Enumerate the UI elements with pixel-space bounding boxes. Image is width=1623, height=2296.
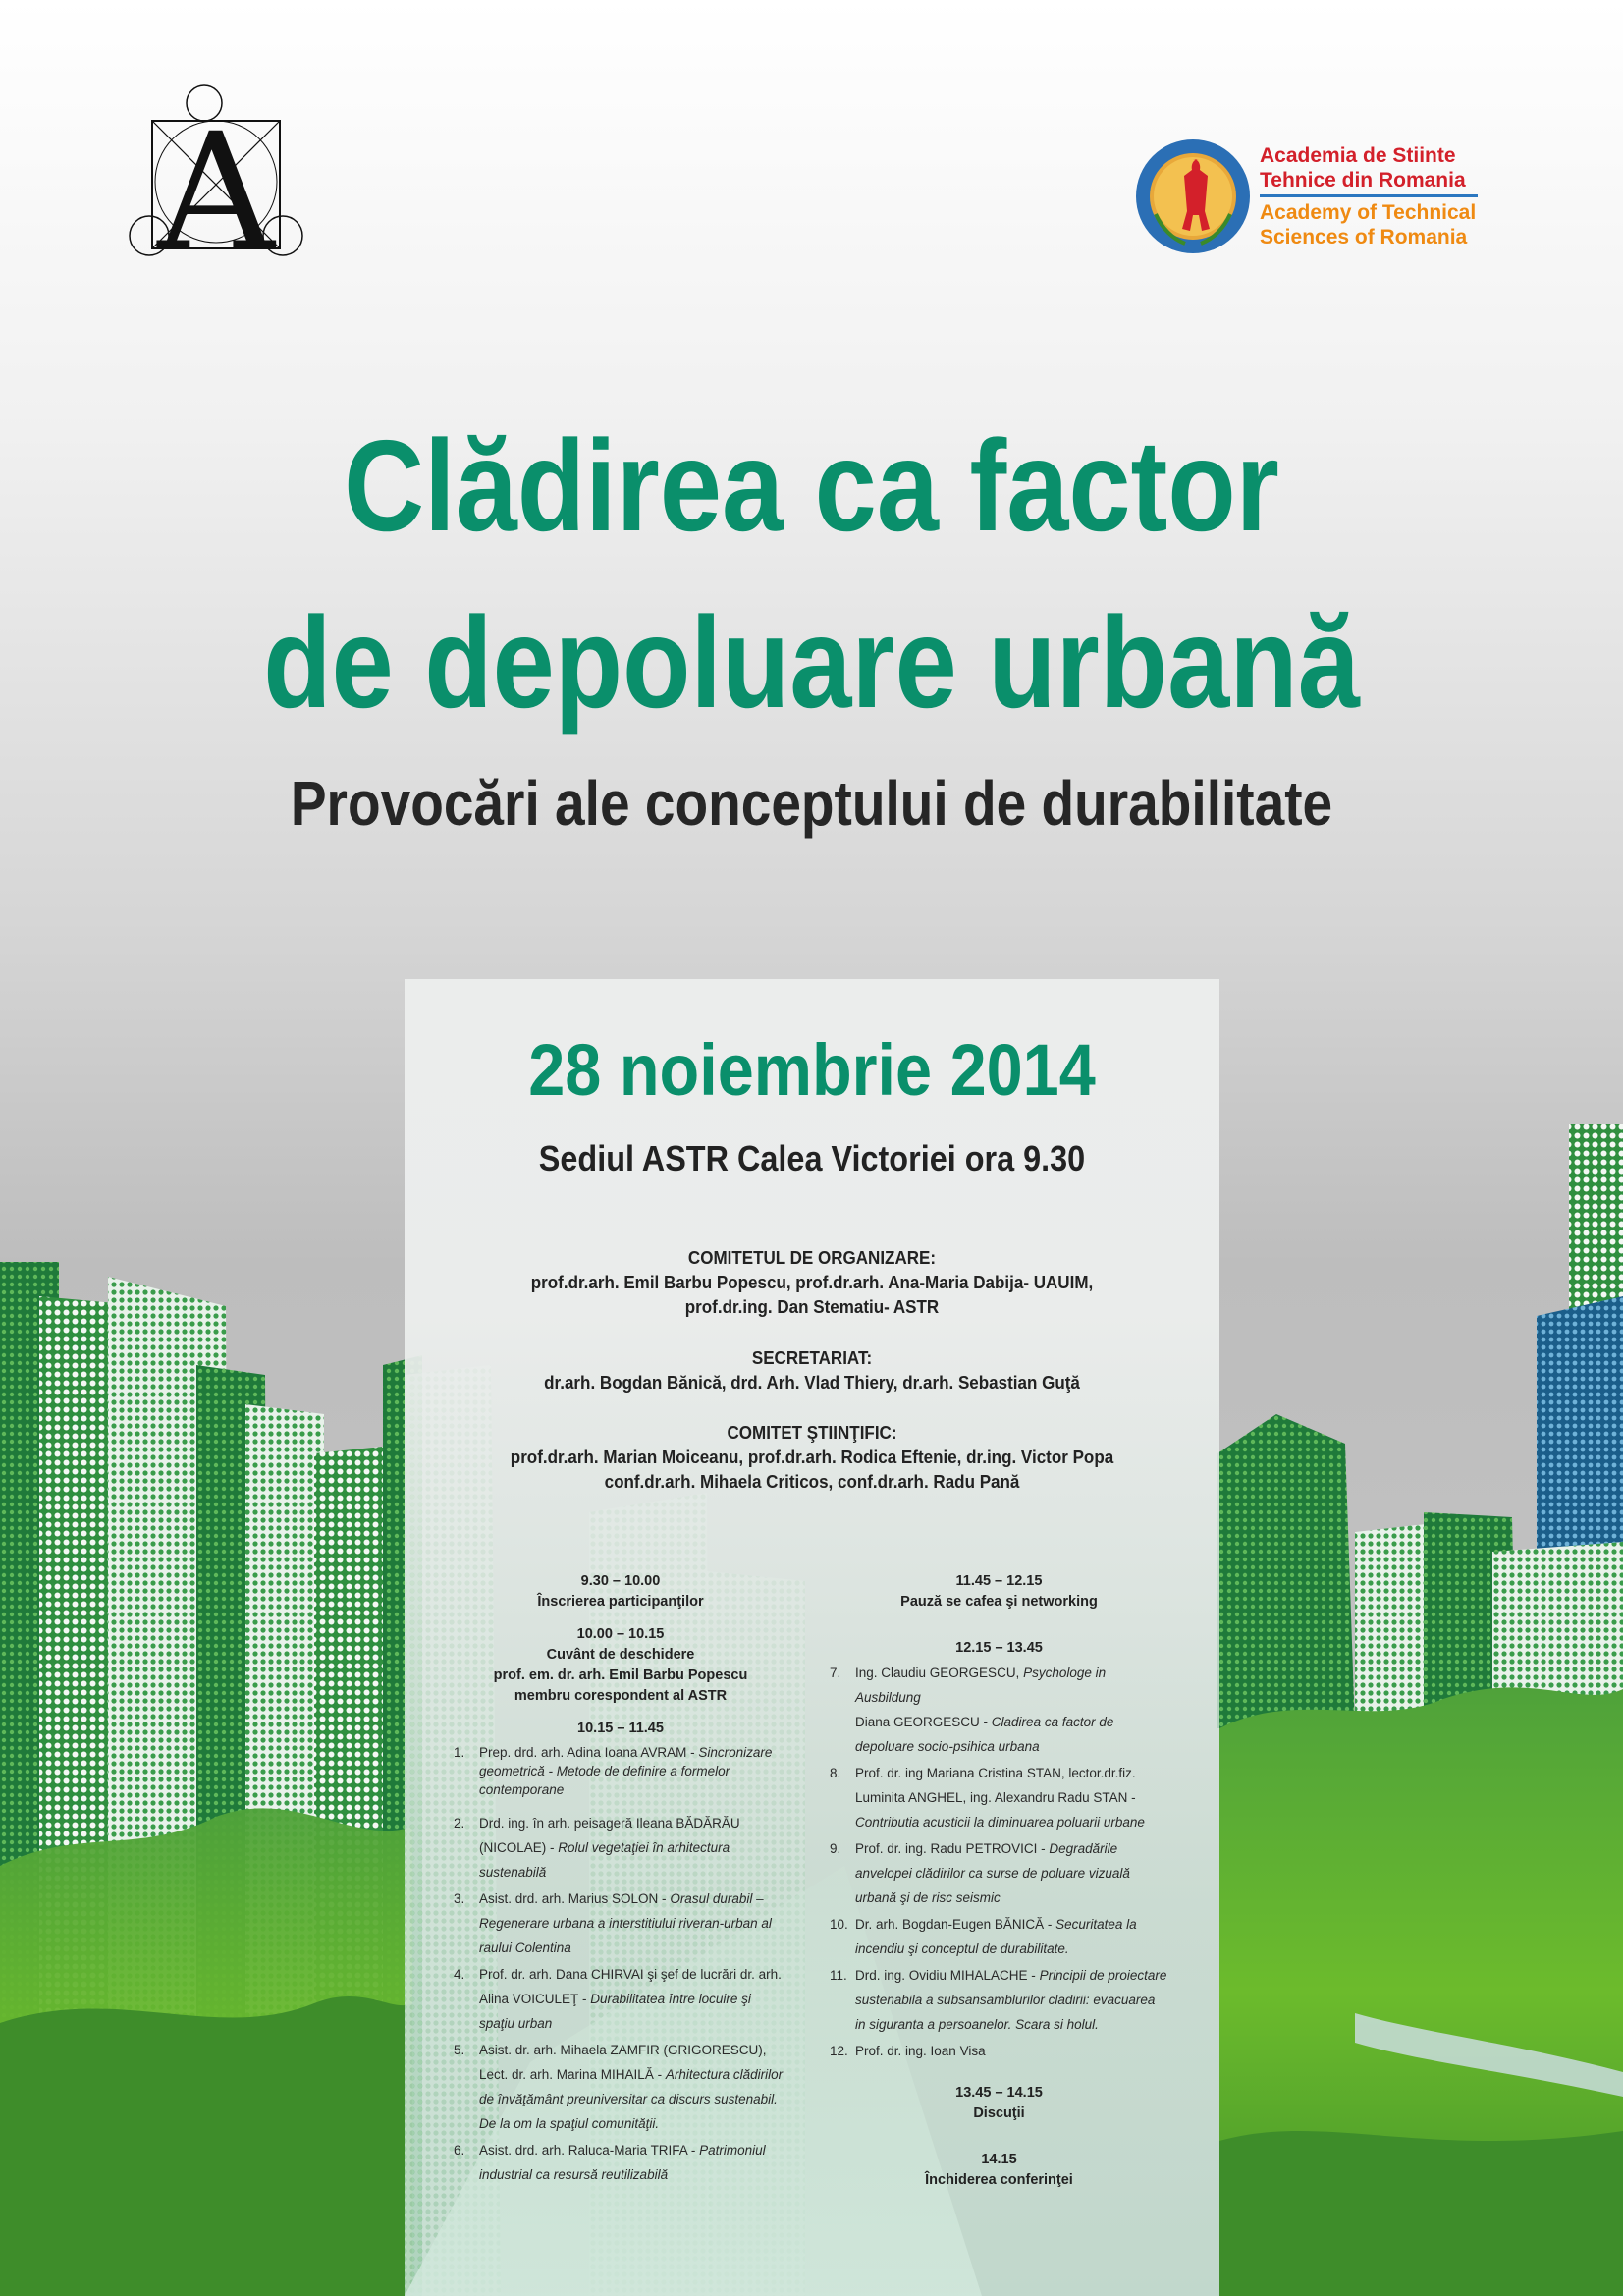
main-title-line-1: Clădirea ca factor <box>344 413 1279 558</box>
secretariat <box>437 1345 1187 1394</box>
talk-author: Asist. drd. arh. Raluca-Maria TRIFA - <box>479 2143 700 2158</box>
talk-author: Prof. dr. arh. Dana CHIRVAI şi şef de lucrări dr. arh. Alina VOICULEŢ - <box>479 1967 782 2006</box>
talk-list-left <box>454 1743 787 2187</box>
list-item <box>454 2038 787 2136</box>
talk-author: Drd. ing. în arh. peisageră Ileana BĂDĂRĂU (NICOLAE) - <box>479 1816 740 1855</box>
slot-session-1 <box>454 1719 787 1739</box>
talk-list-right <box>830 1661 1168 2063</box>
astr-name-ro-line1: Academia de Stiinte <box>1260 144 1456 167</box>
talk-author: Diana GEORGESCU - <box>855 1715 992 1729</box>
talk-number: 1. <box>454 1745 465 1760</box>
slot-time: 10.00 – 10.15 <box>576 1626 665 1642</box>
list-item <box>454 1811 787 1885</box>
program-column-left <box>454 1571 787 2189</box>
slot-coffee-break <box>830 1571 1168 1613</box>
talk-title: Degradările anvelopei clădirilor ca surse de poluare vizuală urbană şi de risc seismic <box>855 1841 1130 1905</box>
talk-title: Cladirea ca factor de depoluare socio-psihica urbana <box>855 1715 1114 1754</box>
talk-title: Securitatea la incendiu şi conceptul de durabilitate. <box>855 1917 1137 1956</box>
talk-author: Prof. dr. ing. Radu PETROVICI - <box>855 1841 1050 1856</box>
list-item <box>454 1743 787 1799</box>
slot-time: 14.15 <box>981 2152 1017 2167</box>
uauim-logo <box>128 83 304 260</box>
list-item <box>830 1836 1168 1910</box>
slot-closing <box>830 2150 1168 2191</box>
list-item <box>830 1912 1168 1961</box>
talk-title: Sincronizare geometrică - Metode de definire a formelor contemporane <box>479 1745 773 1797</box>
scientific-committee-line-2: conf.dr.arh. Mihaela Criticos, conf.dr.arh. Radu Pană <box>604 1471 1020 1492</box>
slot-time: 13.45 – 14.15 <box>955 2085 1043 2101</box>
talk-author: Prof. dr. ing. Ioan Visa <box>855 2044 986 2058</box>
talk-number: 2. <box>454 1816 465 1831</box>
scientific-committee <box>437 1420 1187 1494</box>
list-item <box>454 1962 787 2036</box>
talk-number: 8. <box>830 1766 841 1780</box>
slot-label: Discuţii <box>973 2105 1025 2121</box>
organizing-committee <box>437 1245 1187 1319</box>
talk-author: Asist. drd. arh. Marius SOLON - <box>479 1891 671 1906</box>
talk-author: Prof. dr. ing Mariana Cristina STAN, lector.dr.fiz. Luminita ANGHEL, ing. Alexandru Radu STAN - <box>855 1766 1136 1805</box>
list-item <box>454 1886 787 1960</box>
list-item <box>830 1963 1168 2037</box>
talk-author: Asist. dr. arh. Mihaela ZAMFIR (GRIGORESCU), Lect. dr. arh. Marina MIHAILĂ - <box>479 2043 767 2082</box>
organizing-committee-line-2: prof.dr.ing. Dan Stematiu- ASTR <box>684 1296 940 1317</box>
subtitle: Provocări ale conceptului de durabilitate <box>290 768 1333 839</box>
talk-title: Psychologe in Ausbildung <box>855 1666 1107 1705</box>
talk-author: Drd. ing. Ovidiu MIHALACHE - <box>855 1968 1040 1983</box>
scientific-committee-line-1: prof.dr.arh. Marian Moiceanu, prof.dr.arh. Rodica Eftenie, dr.ing. Victor Popa <box>510 1447 1114 1467</box>
slot-label: Pauză se cafea şi networking <box>900 1594 1098 1610</box>
event-venue: Sediul ASTR Calea Victoriei ora 9.30 <box>538 1138 1086 1178</box>
talk-title: Contributia acusticii la diminuarea poluarii urbane <box>855 1815 1145 1830</box>
talk-title: Rolul vegetaţiei în arhitectura sustenabilă <box>479 1840 730 1880</box>
talk-title: Orasul durabil – Regenerare urbana a interstitiului riveran-urban al raului Colentina <box>479 1891 772 1955</box>
slot-speaker-role: membru corespondent al ASTR <box>514 1688 728 1704</box>
talk-number: 12. <box>830 2044 848 2058</box>
list-item <box>454 2138 787 2187</box>
slot-time: 11.45 – 12.15 <box>955 1573 1043 1589</box>
event-date: 28 noiembrie 2014 <box>528 1029 1096 1111</box>
talk-number: 9. <box>830 1841 841 1856</box>
slot-time: 12.15 – 13.45 <box>955 1640 1043 1656</box>
astr-name-en-line1: Academy of Technical <box>1260 201 1477 224</box>
organizing-committee-heading: COMITETUL DE ORGANIZARE: <box>687 1247 937 1268</box>
main-title-line-2: de depoluare urbană <box>263 590 1360 735</box>
talk-title: Patrimoniul industrial ca resursă reutilizabilă <box>479 2143 766 2182</box>
slot-session-2 <box>830 1638 1168 1659</box>
slot-opening <box>454 1624 787 1707</box>
talk-number: 6. <box>454 2143 465 2158</box>
talk-title: Arhitectura clădirilor de învăţământ preuniversitar ca discurs sustenabil. De la om la spaţiul comunităţii. <box>479 2067 784 2131</box>
slot-speaker: prof. em. dr. arh. Emil Barbu Popescu <box>493 1667 748 1683</box>
slot-time: 10.15 – 11.45 <box>577 1721 664 1736</box>
talk-author: Prep. drd. arh. Adina Ioana AVRAM - <box>479 1745 699 1760</box>
talk-author: Dr. arh. Bogdan-Eugen BĂNICĂ - <box>855 1917 1056 1932</box>
astr-divider <box>1260 194 1478 197</box>
astr-name-ro-line2: Tehnice din Romania <box>1260 169 1466 191</box>
list-item <box>830 1661 1168 1759</box>
talk-number: 7. <box>830 1666 841 1680</box>
talk-number: 10. <box>830 1917 848 1932</box>
talk-title: Principii de proiectare sustenabila a subsansamblurilor cladirii: evacuarea in siguranta a persoanelor. Scara si holul. <box>855 1968 1167 2032</box>
program-column-right <box>830 1571 1168 2203</box>
talk-title: Durabilitatea între locuire şi spaţiu urban <box>479 1992 751 2031</box>
astr-logo <box>1134 136 1488 263</box>
scientific-committee-heading: COMITET ŞTIINŢIFIC: <box>727 1422 897 1443</box>
talk-number: 11. <box>830 1968 847 1983</box>
list-item <box>830 2039 1168 2063</box>
talk-number: 3. <box>454 1891 465 1906</box>
slot-label: Cuvânt de deschidere <box>546 1647 695 1663</box>
list-item <box>830 1761 1168 1834</box>
talk-author: Ing. Claudiu GEORGESCU, <box>855 1666 1024 1680</box>
uauim-letter: A <box>157 98 275 260</box>
slot-discussion <box>830 2083 1168 2124</box>
slot-label: Închiderea conferinţei <box>925 2172 1073 2188</box>
talk-number: 5. <box>454 2043 465 2057</box>
slot-label: Înscrierea participanţilor <box>537 1594 704 1610</box>
talk-number: 4. <box>454 1967 465 1982</box>
slot-time: 9.30 – 10.00 <box>580 1573 661 1589</box>
organizing-committee-line-1: prof.dr.arh. Emil Barbu Popescu, prof.dr.arh. Ana-Maria Dabija- UAUIM, <box>530 1272 1094 1292</box>
astr-seal-icon <box>1134 137 1252 255</box>
astr-name-en-line2: Sciences of Romania <box>1260 226 1468 248</box>
secretariat-heading: SECRETARIAT: <box>751 1347 873 1368</box>
slot-registration <box>454 1571 787 1613</box>
secretariat-line-1: dr.arh. Bogdan Bănică, drd. Arh. Vlad Thiery, dr.arh. Sebastian Guţă <box>544 1372 1080 1393</box>
